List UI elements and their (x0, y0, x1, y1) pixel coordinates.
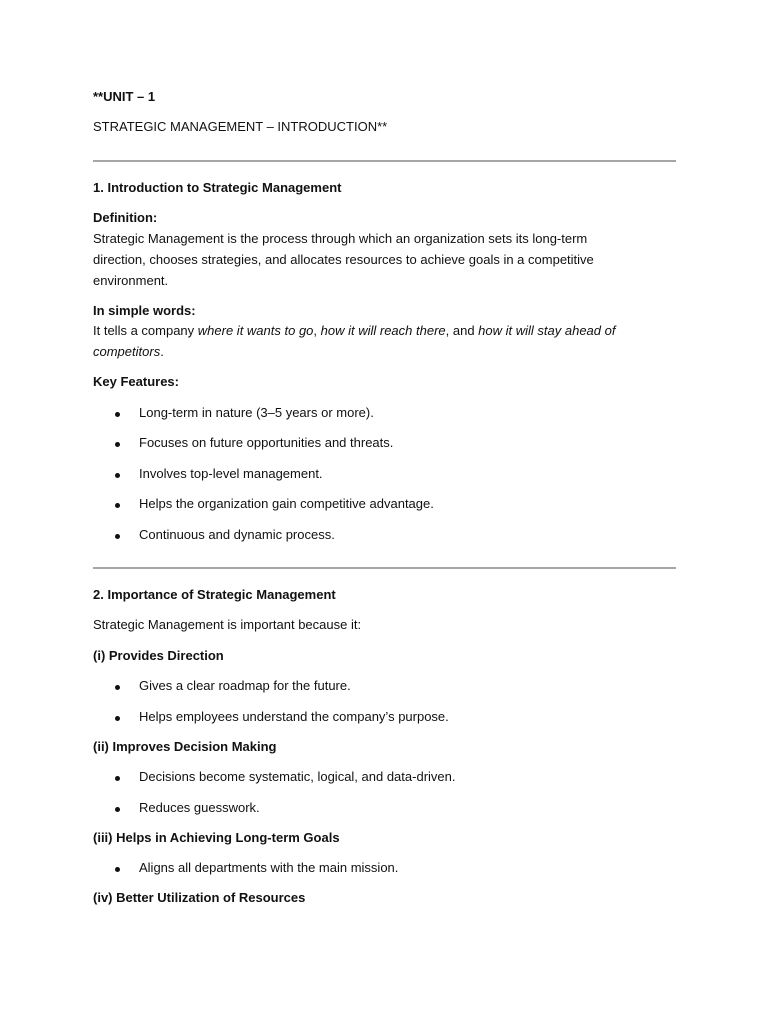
definition-text-line-3: environment. (93, 273, 169, 288)
section-1-heading: 1. Introduction to Strategic Management (93, 180, 342, 195)
document-page: **UNIT – 1 STRATEGIC MANAGEMENT – INTRODUCTION** 1. Introduction to Strategic Management Definition: Strategic Management is the process through which an organization sets its long-term direction, chooses strategies, and allocates resources to achieve goals in a competitive environment. In simple words: It tells a company where it wants to go, how it will reach there, and how it will stay ahead of competitors. Key Features: Long-term in nature (3–5 years or more). Focuses on future opportunities and threats. Involves top-level management. Helps the organization gain competitive advantage. Continuous and dynamic process. 2. Importance of Strategic Management Strategic Management is important because it: (i) Provides Direction Gives a clear roadmap for the future. Helps employees understand the company’s purpose. (ii) Improves Decision Making Decisions become systematic, logical, and data-driven. Reduces guesswork. (iii) Helps in Achieving Long-term Goals Aligns all departments with the main mission. (iv) Better Utilization of Resources (93, 0, 676, 1024)
bullet-icon (115, 534, 120, 539)
unit-heading: **UNIT – 1 (93, 89, 156, 104)
bullet-icon (115, 473, 120, 478)
bullet-icon (115, 716, 120, 721)
subsection-heading: (ii) Improves Decision Making (93, 739, 277, 754)
simple-words-label: In simple words: (93, 303, 196, 318)
definition-text-line-2: direction, chooses strategies, and allocates resources to achieve goals in a competitive (93, 252, 594, 267)
horizontal-divider (93, 567, 676, 569)
subsection-heading: (iv) Better Utilization of Resources (93, 890, 306, 905)
subsection-heading: (iii) Helps in Achieving Long-term Goals (93, 830, 340, 845)
section-2-intro: Strategic Management is important because it: (93, 617, 362, 632)
key-features-label: Key Features: (93, 374, 179, 389)
simple-words-text-line-1: It tells a company where it wants to go, how it will reach there, and how it will stay ahead of (93, 323, 616, 338)
bullet-icon (115, 867, 120, 872)
subsection-heading: (i) Provides Direction (93, 648, 224, 663)
definition-text-line-1: Strategic Management is the process through which an organization sets its long-term (93, 231, 588, 246)
bullet-icon (115, 776, 120, 781)
horizontal-divider (93, 160, 676, 162)
document-title: STRATEGIC MANAGEMENT – INTRODUCTION** (93, 119, 388, 134)
bullet-icon (115, 503, 120, 508)
bullet-icon (115, 685, 120, 690)
definition-label: Definition: (93, 210, 158, 225)
bullet-icon (115, 807, 120, 812)
bullet-icon (115, 442, 120, 447)
simple-words-text-line-2: competitors. (93, 344, 164, 359)
section-2-heading: 2. Importance of Strategic Management (93, 587, 336, 602)
bullet-icon (115, 412, 120, 417)
